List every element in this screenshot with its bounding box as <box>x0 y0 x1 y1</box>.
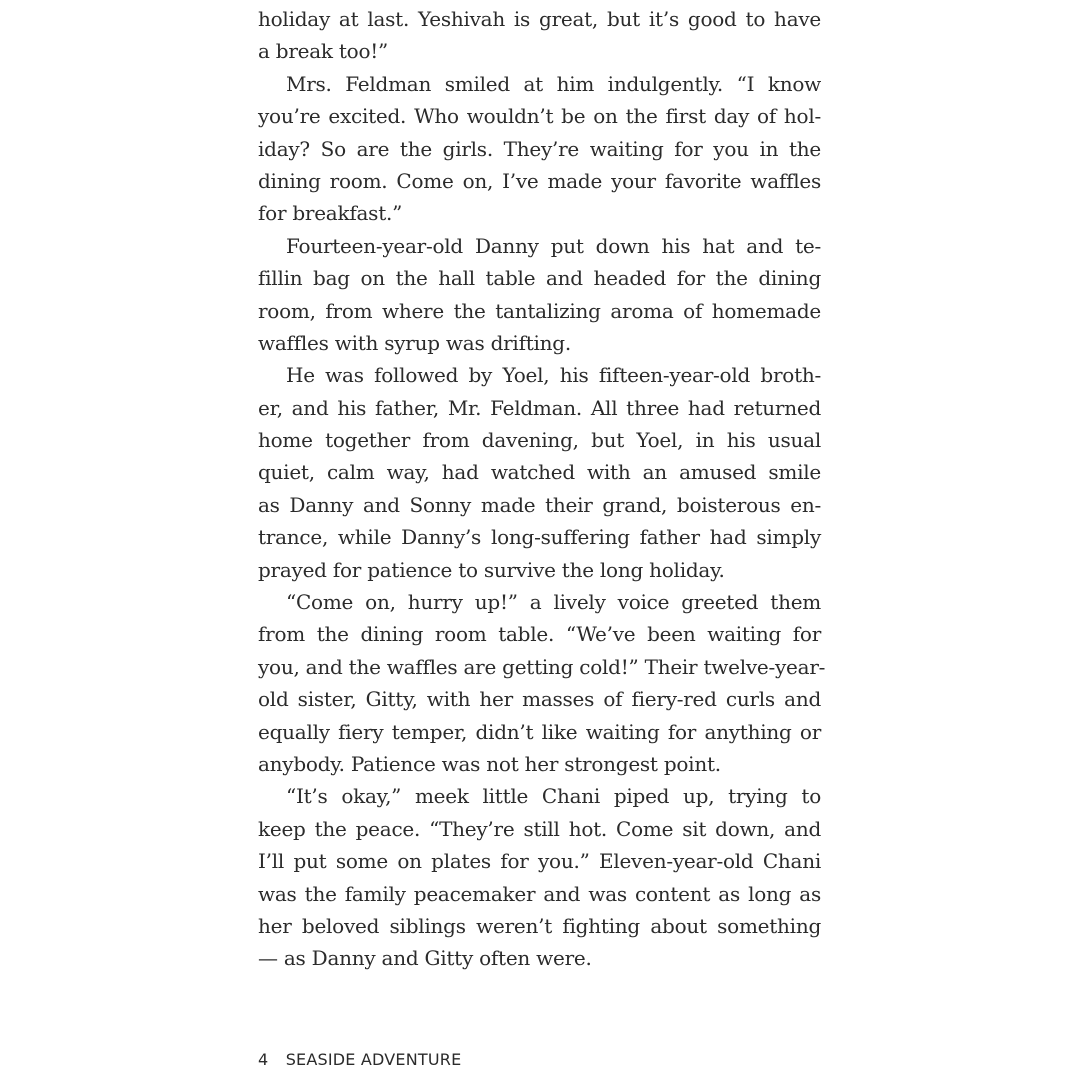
text-line: I’ll put some on plates for you.” Eleven-year-old Chani <box>258 849 821 874</box>
text-line: home together from davening, but Yoel, in his usual <box>258 428 821 453</box>
text-line: waffles with syrup was drifting. <box>258 330 571 355</box>
page-footer <box>258 1050 461 1069</box>
text-line: dining room. Come on, I’ve made your favorite waffles <box>258 168 821 193</box>
text-line: room, from where the tantalizing aroma of homemade <box>258 298 821 323</box>
body-text <box>258 3 826 975</box>
text-line: er, and his father, Mr. Feldman. All three had returned <box>258 395 821 420</box>
page-number: 4 <box>258 1050 269 1069</box>
text-line: from the dining room table. “We’ve been waiting for <box>258 622 821 647</box>
text-line: “It’s okay,” meek little Chani piped up, trying to <box>286 784 821 809</box>
text-line: — as Danny and Gitty often were. <box>258 946 592 971</box>
running-title: SEASIDE ADVENTURE <box>285 1050 462 1069</box>
text-line: holiday at last. Yeshivah is great, but it’s good to have <box>258 7 821 31</box>
text-line: prayed for patience to survive the long holiday. <box>258 557 725 582</box>
text-line: was the family peacemaker and was content as long as <box>258 881 821 906</box>
text-line: you, and the waffles are getting cold!” Their twelve-year- <box>258 654 826 679</box>
text-line: He was followed by Yoel, his fifteen-year-old broth- <box>286 363 821 388</box>
text-line: as Danny and Sonny made their grand, boisterous en- <box>258 492 821 517</box>
text-line: keep the peace. “They’re still hot. Come sit down, and <box>258 816 821 841</box>
text-line: her beloved siblings weren’t fighting about something <box>258 913 821 938</box>
text-line: iday? So are the girls. They’re waiting for you in the <box>258 136 821 161</box>
text-line: trance, while Danny’s long-suffering father had simply <box>258 525 821 550</box>
text-line: equally fiery temper, didn’t like waiting for anything or <box>258 719 821 744</box>
text-line: you’re excited. Who wouldn’t be on the first day of hol- <box>258 104 821 129</box>
text-line: anybody. Patience was not her strongest point. <box>258 751 721 776</box>
text-line: fillin bag on the hall table and headed for the dining <box>258 266 821 291</box>
text-line: a break too!” <box>258 39 389 64</box>
text-line: for breakfast.” <box>258 201 403 226</box>
text-line: Mrs. Feldman smiled at him indulgently. “I know <box>286 71 821 96</box>
text-line: old sister, Gitty, with her masses of fiery-red curls and <box>258 687 821 712</box>
text-line: quiet, calm way, had watched with an amused smile <box>258 460 821 485</box>
text-line: “Come on, hurry up!” a lively voice greeted them <box>286 590 821 615</box>
text-line: Fourteen-year-old Danny put down his hat and te- <box>286 233 821 258</box>
